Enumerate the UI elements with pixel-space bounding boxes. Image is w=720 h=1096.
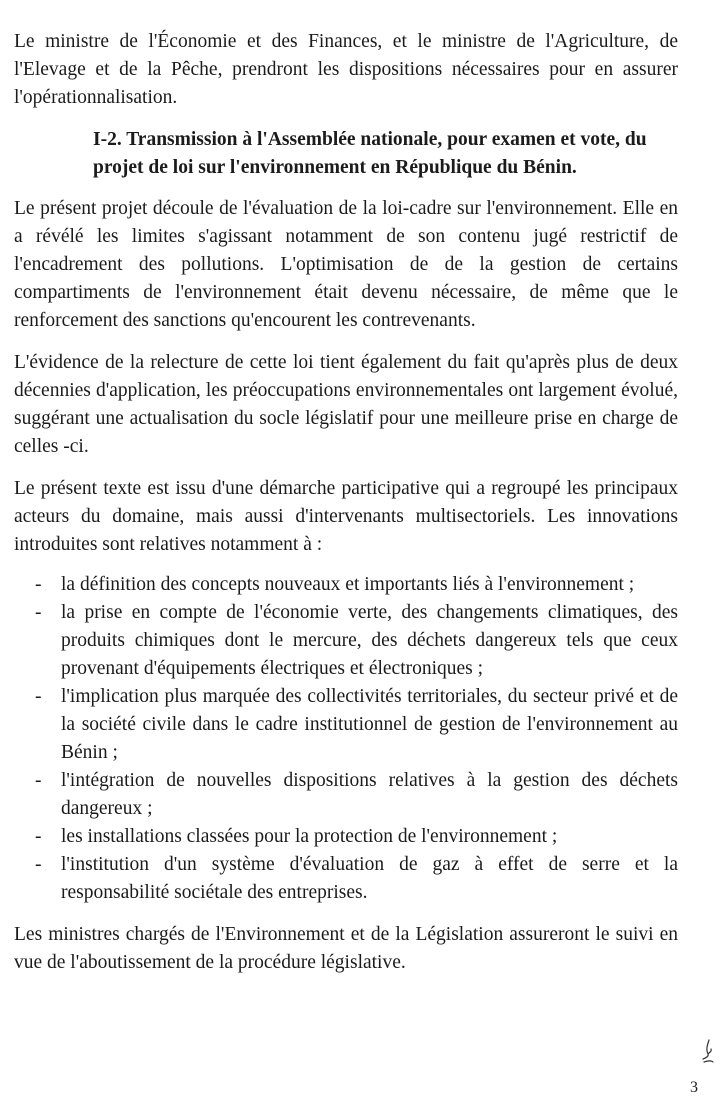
list-bullet: - [35,826,42,847]
body-paragraph-2: L'évidence de la relecture de cette loi tient également du fait qu'après plus de deux décennies d'application, les préoccupations environnementales ont largement évolué, suggérant une actualisation du socle législatif pour une meilleure prise en charge de celles -ci. [14,352,678,457]
innovations-list [14,571,678,907]
list-bullet: - [35,602,42,623]
list-item [35,851,678,907]
closing-paragraph: Les ministres chargés de l'Environnement et de la Législation assureront le suivi en vue de l'aboutissement de la procédure législative. [14,924,678,973]
list-bullet: - [35,770,42,791]
section-heading: I-2. Transmission à l'Assemblée nationale, pour examen et vote, du projet de loi sur l'environnement en République du Bénin. [93,129,647,178]
list-item [35,599,678,683]
list-bullet: - [35,574,42,595]
list-item-text: la prise en compte de l'économie verte, des changements climatiques, des produits chimiques dont le mercure, des déchets dangereux tels que ceux provenant d'équipements électriques et électroniques ; [61,602,678,679]
list-item-text: la définition des concepts nouveaux et importants liés à l'environnement ; [61,574,635,595]
list-item-text: les installations classées pour la protection de l'environnement ; [61,826,558,847]
body-paragraph-3: Le présent texte est issu d'une démarche participative qui a regroupé les principaux acteurs du domaine, mais aussi d'intervenants multisectoriels. Les innovations introduites sont relatives notamment à : [14,478,678,555]
list-bullet: - [35,854,42,875]
list-item-text: l'institution d'un système d'évaluation de gaz à effet de serre et la responsabilité sociétale des entreprises. [61,854,678,903]
initials-signature-icon [700,1038,716,1068]
list-item-text: l'implication plus marquée des collectivités territoriales, du secteur privé et de la société civile dans le cadre institutionnel de gestion de l'environnement au Bénin ; [61,686,678,763]
list-item [35,571,678,599]
body-paragraph-1: Le présent projet découle de l'évaluation de la loi-cadre sur l'environnement. Elle en a révélé les limites s'agissant notamment de son contenu jugé restrictif de l'encadrement des pollutions. L'optimisation de de la gestion de certains compartiments de l'environnement était devenu nécessaire, de même que le renforcement des sanctions qu'encourent les contrevenants. [14,198,678,331]
document-page [14,28,678,977]
list-item [35,767,678,823]
list-item [35,683,678,767]
list-item [35,823,678,851]
list-bullet: - [35,686,42,707]
page-number: 3 [690,1079,698,1096]
list-item-text: l'intégration de nouvelles dispositions relatives à la gestion des déchets dangereux ; [61,770,678,819]
intro-paragraph: Le ministre de l'Économie et des Finances, et le ministre de l'Agriculture, de l'Elevage et de la Pêche, prendront les dispositions nécessaires pour en assurer l'opérationnalisation. [14,31,678,108]
